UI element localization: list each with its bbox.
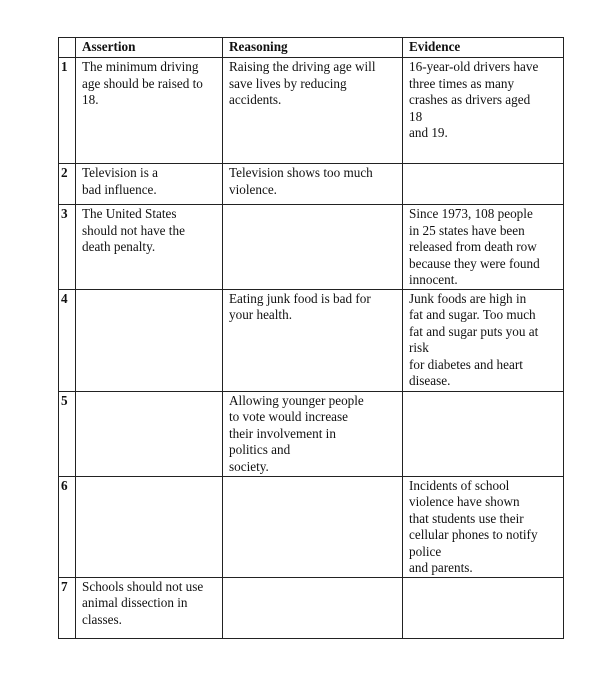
table-row (59, 58, 564, 164)
evidence-cell: 16-year-old drivers have three times as many crashes as drivers aged 18 and 19. (403, 58, 564, 164)
reasoning-cell (223, 205, 403, 290)
reasoning-cell: Eating junk food is bad for your health. (223, 289, 403, 391)
table-row (59, 164, 564, 205)
evidence-cell (403, 577, 564, 638)
reasoning-cell: Allowing younger people to vote would increase their involvement in politics and society. (223, 391, 403, 476)
row-number: 7 (59, 577, 76, 638)
row-number: 2 (59, 164, 76, 205)
assertion-cell: The United States should not have the death penalty. (76, 205, 223, 290)
reasoning-cell (223, 577, 403, 638)
header-number (59, 38, 76, 58)
row-number: 6 (59, 476, 76, 577)
assertion-cell (76, 476, 223, 577)
header-row (59, 38, 564, 58)
evidence-cell: Incidents of school violence have shown that students use their cellular phones to notify police and parents. (403, 476, 564, 577)
table-row (59, 476, 564, 577)
header-assertion: Assertion (76, 38, 223, 58)
assertion-cell: Television is a bad influence. (76, 164, 223, 205)
assertion-reasoning-evidence-table (58, 37, 564, 639)
row-number: 4 (59, 289, 76, 391)
evidence-cell (403, 164, 564, 205)
table-row (59, 391, 564, 476)
row-number: 3 (59, 205, 76, 290)
assertion-cell: Schools should not use animal dissection in classes. (76, 577, 223, 638)
reasoning-cell: Raising the driving age will save lives by reducing accidents. (223, 58, 403, 164)
assertion-cell: The minimum driving age should be raised to 18. (76, 58, 223, 164)
reasoning-cell (223, 476, 403, 577)
evidence-cell: Junk foods are high in fat and sugar. Too much fat and sugar puts you at risk for diabetes and heart disease. (403, 289, 564, 391)
reasoning-cell: Television shows too much violence. (223, 164, 403, 205)
header-evidence: Evidence (403, 38, 564, 58)
evidence-cell (403, 391, 564, 476)
row-number: 5 (59, 391, 76, 476)
table-row (59, 577, 564, 638)
assertion-cell (76, 289, 223, 391)
table-row (59, 289, 564, 391)
assertion-cell (76, 391, 223, 476)
row-number: 1 (59, 58, 76, 164)
evidence-cell: Since 1973, 108 people in 25 states have been released from death row because they were found innocent. (403, 205, 564, 290)
table-row (59, 205, 564, 290)
header-reasoning: Reasoning (223, 38, 403, 58)
